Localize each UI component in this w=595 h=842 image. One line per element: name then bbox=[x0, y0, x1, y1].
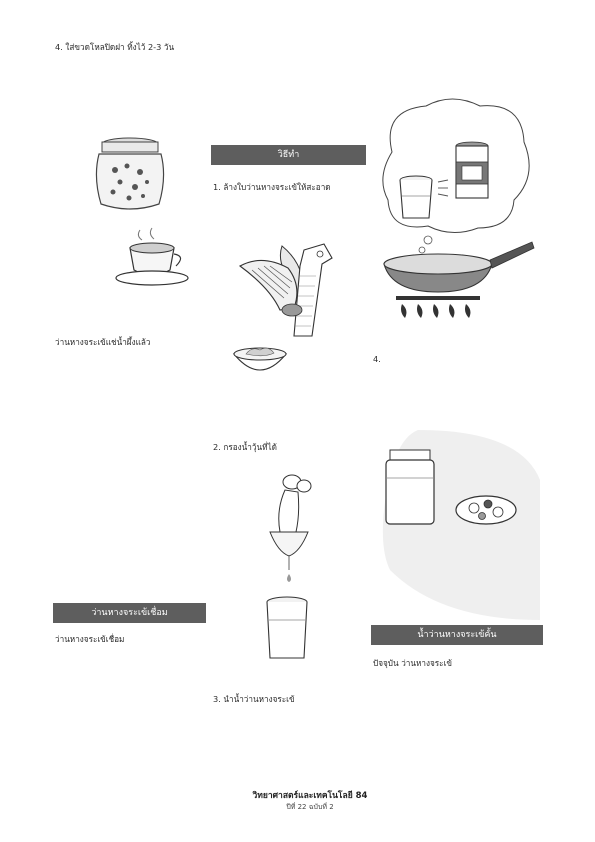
aloe-honey-paragraph: ว่านหางจระเข้แช่น้ำผึ้งแล้ว bbox=[55, 337, 151, 347]
tea-cup-figure bbox=[110, 222, 195, 292]
juice-heading-text: น้ำว่านหางจระเข้คั้น bbox=[417, 630, 497, 640]
column-1-top-text bbox=[55, 40, 205, 54]
pulp-bowl-figure bbox=[228, 340, 293, 380]
step-4-text bbox=[373, 352, 543, 366]
step-1-text bbox=[213, 180, 365, 194]
step-3-paragraph: 3. นำน้ำว่านหางจระเข้ bbox=[213, 694, 295, 704]
column-1-bottom-text bbox=[55, 632, 205, 646]
column-3-bottom-text bbox=[373, 656, 543, 670]
step-2-text bbox=[213, 440, 365, 454]
step-2-paragraph: 2. กรองน้ำวุ้นที่ได้ bbox=[213, 442, 277, 452]
column-1-middle-text bbox=[55, 335, 205, 349]
juice-section-heading bbox=[371, 625, 543, 645]
step-1-paragraph: 1. ล้างใบว่านหางจระเข้ให้สะอาด bbox=[213, 182, 331, 192]
honey-jar-figure bbox=[85, 132, 175, 217]
preparation-heading-text: วิธีทำ bbox=[277, 150, 300, 160]
footer-issue: ปีที่ 22 ฉบับที่ 2 bbox=[286, 803, 334, 811]
cooking-pot-figure bbox=[372, 92, 537, 332]
page-footer bbox=[230, 790, 390, 813]
juice-paragraph: ปัจจุบัน ว่านหางจระเข้ bbox=[373, 658, 452, 668]
step-4-column-3-paragraph: 4. bbox=[373, 354, 381, 364]
step-4-paragraph: 4. ใส่ขวดโหลปิดฝา ทิ้งไว้ 2-3 วัน bbox=[55, 42, 175, 52]
juice-jar-figure bbox=[380, 430, 540, 620]
syrup-paragraph: ว่านหางจระเข้เชื่อม bbox=[55, 634, 125, 644]
syrup-section-heading bbox=[53, 603, 206, 623]
preparation-heading bbox=[211, 145, 366, 165]
aloe-grater-figure bbox=[232, 236, 342, 341]
footer-title: วิทยาศาสตร์และเทคโนโลยี 84 bbox=[252, 791, 368, 801]
cloth-strain-figure bbox=[240, 470, 330, 665]
step-3-text bbox=[213, 692, 365, 706]
syrup-heading-text: ว่านหางจระเข้เชื่อม bbox=[91, 608, 168, 618]
